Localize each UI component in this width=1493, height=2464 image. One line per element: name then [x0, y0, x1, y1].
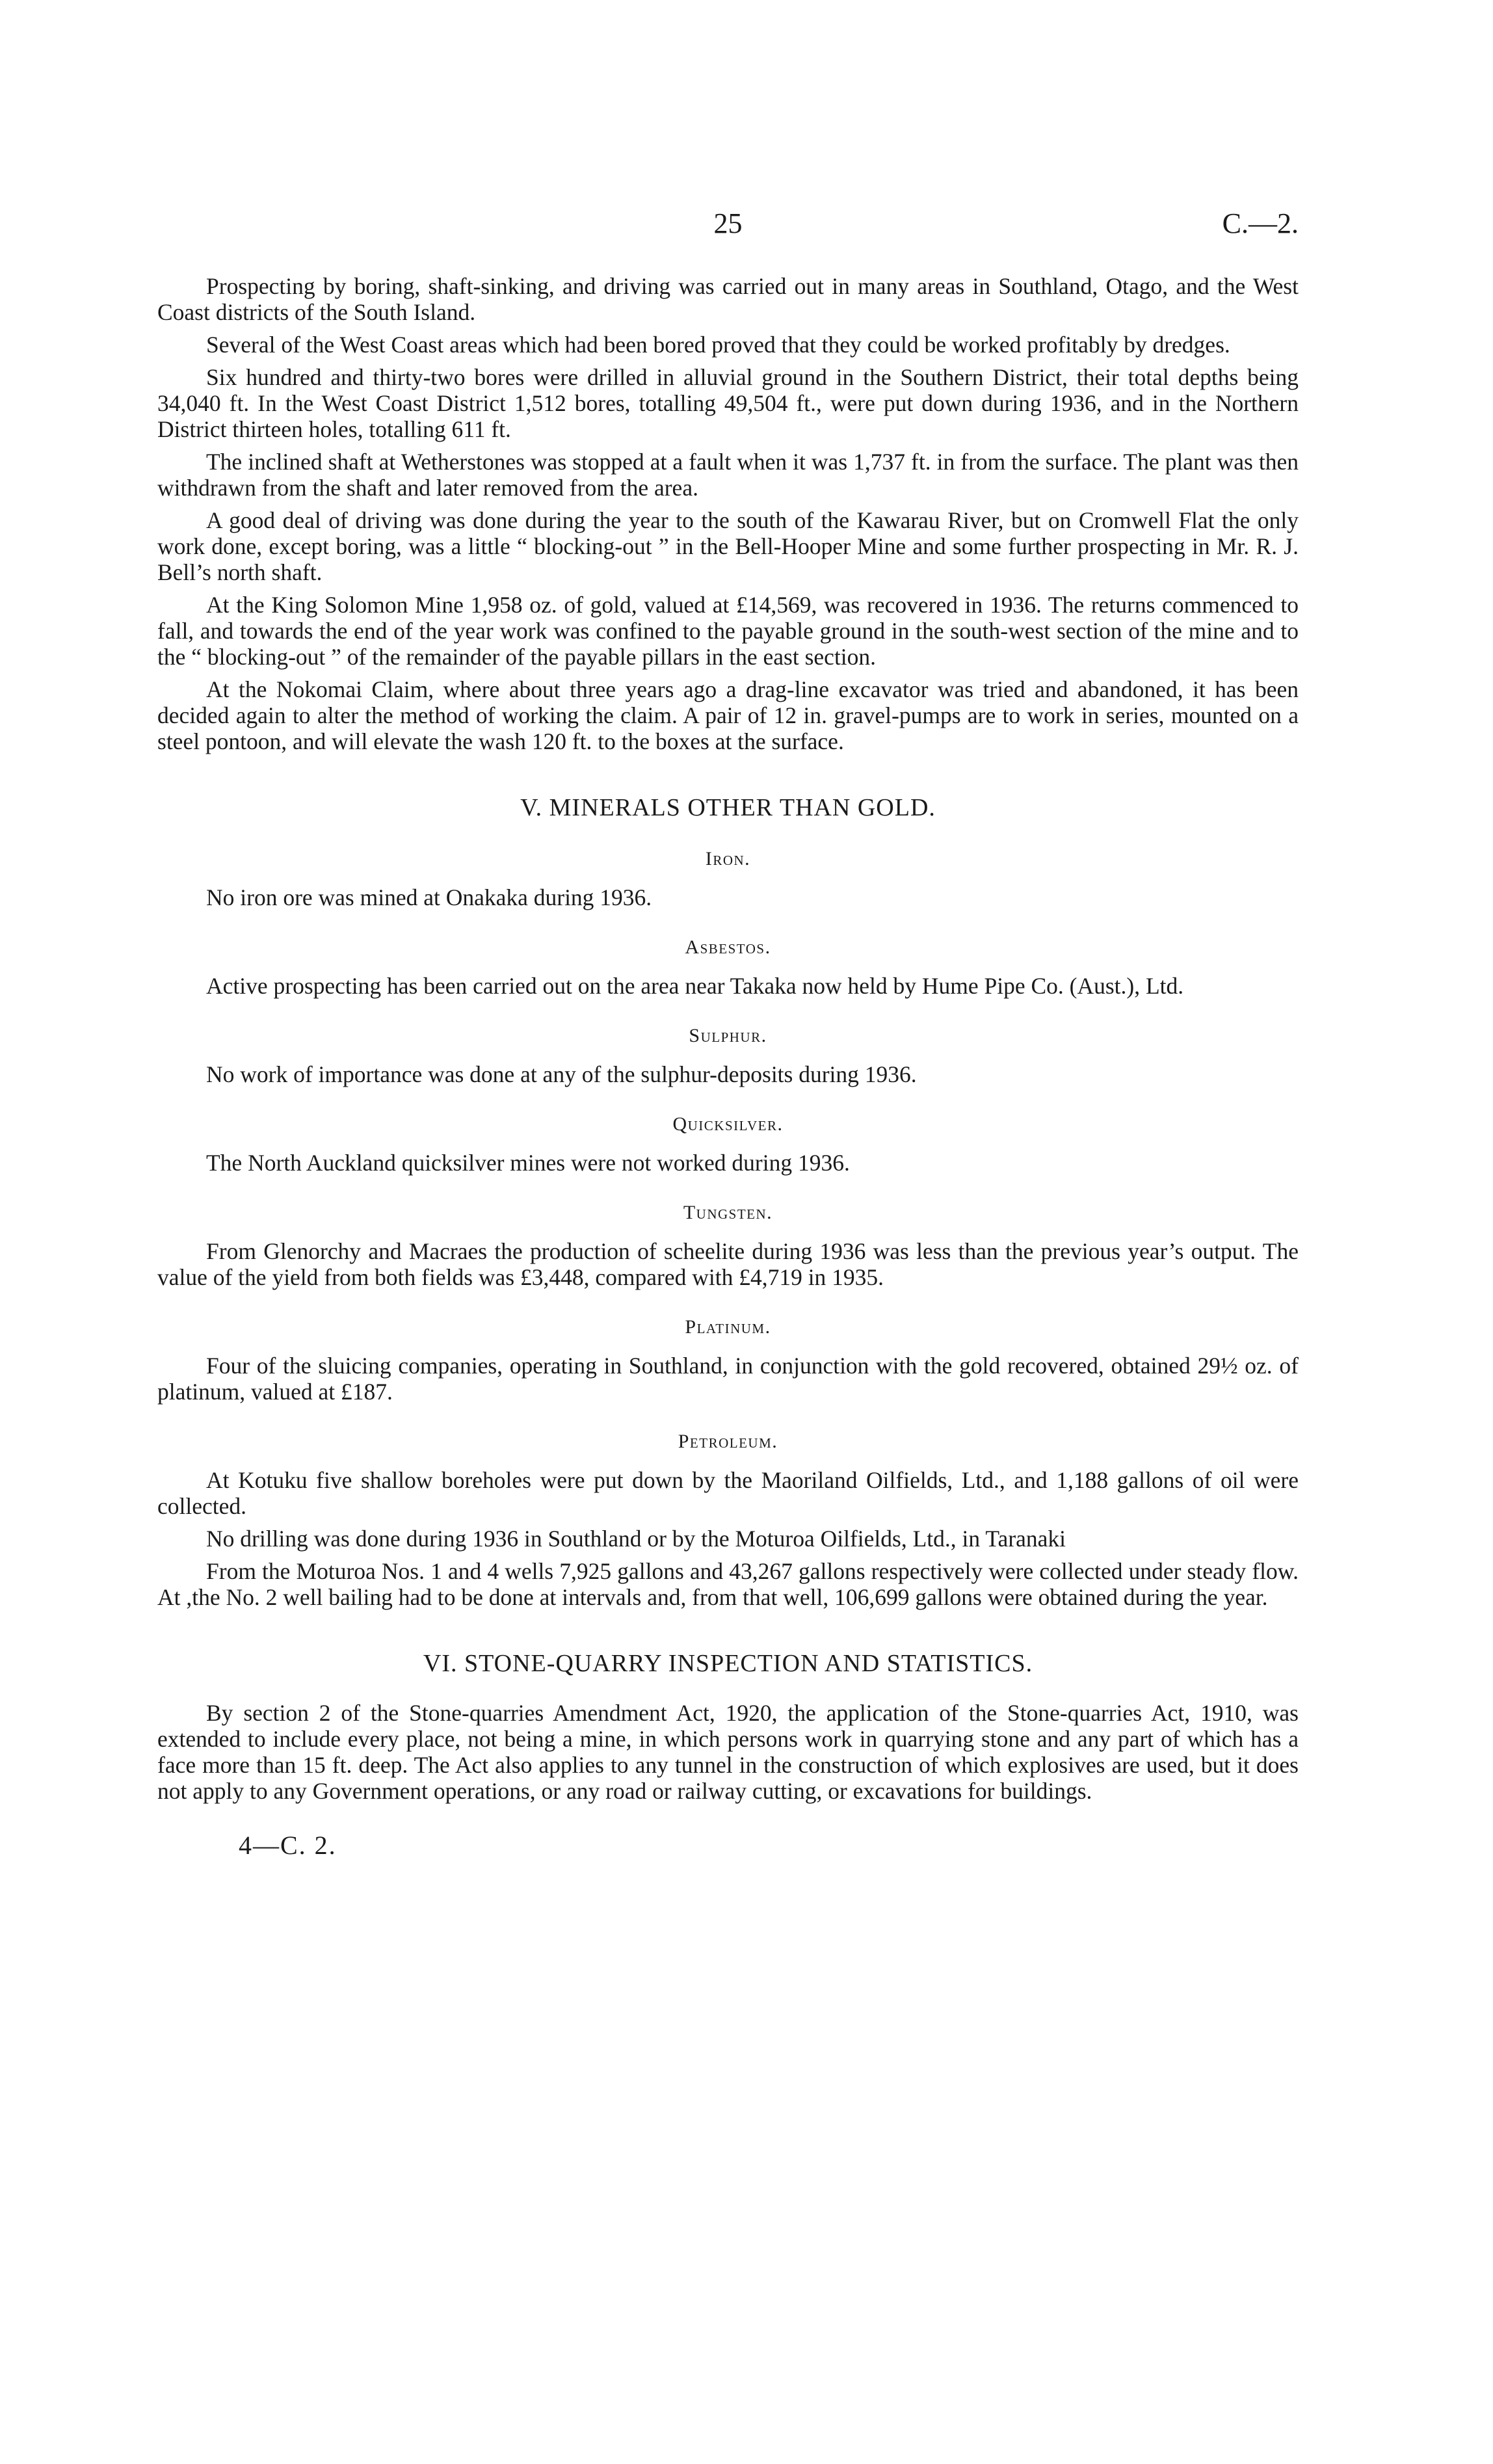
prospecting-section — [157, 273, 1299, 754]
subsection-heading-tungsten: Tungsten. — [683, 1202, 773, 1223]
subsection-heading-platinum: Platinum. — [685, 1316, 771, 1338]
paragraph: From Glenorchy and Macraes the production of scheelite during 1936 was less than the previous year’s output. The value of the yield from both fields was £3,448, compared with £4,719 in 1935. — [157, 1238, 1299, 1290]
paragraph: Prospecting by boring, shaft-sinking, and driving was carried out in many areas in Southland, Otago, and the West Coast districts of the South Island. — [157, 273, 1299, 325]
page-body — [157, 273, 1299, 1861]
section-heading: VI. STONE-QUARRY INSPECTION AND STATISTICS. — [423, 1650, 1033, 1677]
section-heading: V. MINERALS OTHER THAN GOLD. — [520, 794, 936, 821]
paragraph: No work of importance was done at any of the sulphur-deposits during 1936. — [206, 1061, 917, 1087]
subsection-heading-iron: Iron. — [705, 848, 751, 869]
paragraph: A good deal of driving was done during the year to the south of the Kawarau River, but on Cromwell Flat the only work done, except boring, was a little “ blocking-out ” in the Bell-Hooper Mine and some further prospecting in Mr. R. J. Bell’s north shaft. — [157, 507, 1299, 585]
paragraph: Six hundred and thirty-two bores were drilled in alluvial ground in the Southern District, their total depths being 34,040 ft. In the West Coast District 1,512 bores, totalling 49,504 ft., were put down during 1936, and in the Northern District thirteen holes, totalling 611 ft. — [157, 364, 1299, 442]
signature-mark: 4—C. 2. — [239, 1831, 337, 1860]
paragraph: Several of the West Coast areas which had been bored proved that they could be worked profitably by dredges. — [206, 332, 1230, 358]
paragraph: From the Moturoa Nos. 1 and 4 wells 7,925 gallons and 43,267 gallons respectively were collected under steady flow. At ,the No. 2 well bailing had to be done at intervals and, from that well, 106,699 gallons were obtained during the year. — [157, 1558, 1299, 1610]
paragraph: At Kotuku five shallow boreholes were put down by the Maoriland Oilfields, Ltd., and 1,188 gallons of oil were collected. — [157, 1467, 1299, 1519]
paragraph: The inclined shaft at Wetherstones was stopped at a fault when it was 1,737 ft. in from the surface. The plant was then withdrawn from the shaft and later removed from the area. — [157, 449, 1299, 501]
page-header — [157, 207, 1299, 246]
subsection-heading-petroleum: Petroleum. — [678, 1431, 778, 1452]
paragraph: At the King Solomon Mine 1,958 oz. of gold, valued at £14,569, was recovered in 1936. The returns commenced to fall, and towards the end of the year work was confined to the payable ground in the south-west section of the mine and to the “ blocking-out ” of the remainder of the payable pillars in the east section. — [157, 592, 1299, 670]
minerals-section — [157, 793, 1299, 1610]
paragraph: At the Nokomai Claim, where about three years ago a drag-line excavator was tried and abandoned, it has been decided again to alter the method of working the claim. A pair of 12 in. gravel-pumps are to work in series, mounted on a steel pontoon, and will elevate the wash 120 ft. to the boxes at the surface. — [157, 676, 1299, 754]
paragraph: Four of the sluicing companies, operating in Southland, in conjunction with the gold recovered, obtained 29½ oz. of platinum, valued at £187. — [157, 1353, 1299, 1405]
subsection-heading-sulphur: Sulphur. — [689, 1025, 767, 1046]
subsection-heading-quicksilver: Quicksilver. — [672, 1113, 784, 1135]
paragraph: No iron ore was mined at Onakaka during 1936. — [206, 884, 652, 910]
paragraph: Active prospecting has been carried out on the area near Takaka now held by Hume Pipe Co. (Aust.), Ltd. — [206, 973, 1184, 999]
paragraph: The North Auckland quicksilver mines were not worked during 1936. — [206, 1150, 850, 1176]
document-code: C.—2. — [1222, 207, 1299, 239]
paragraph: By section 2 of the Stone-quarries Amendment Act, 1920, the application of the Stone-quarries Act, 1910, was extended to include every place, not being a mine, in which persons work in quarrying stone and any part of which has a face more than 15 ft. deep. The Act also applies to any tunnel in the construction of which explosives are used, but it does not apply to any Government operations, or any road or railway cutting, or excavations for buildings. — [157, 1700, 1299, 1804]
page-number: 25 — [713, 207, 743, 239]
paragraph: No drilling was done during 1936 in Southland or by the Moturoa Oilfields, Ltd., in Taranaki — [206, 1526, 1066, 1552]
subsection-heading-asbestos: Asbestos. — [685, 936, 771, 958]
stone-quarry-section — [157, 1649, 1299, 1804]
